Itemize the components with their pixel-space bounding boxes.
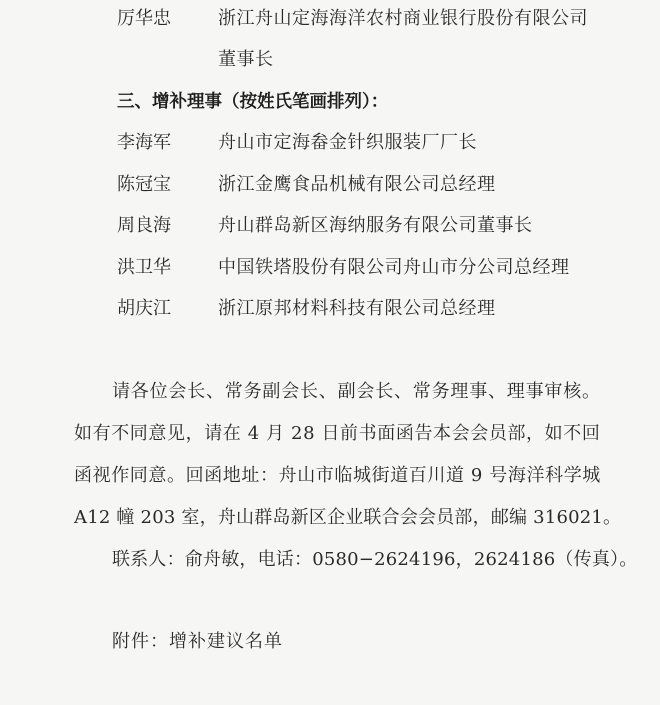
member-name: 李海军 — [117, 132, 171, 153]
member-org: 舟山市定海畚金针织服装厂厂长 — [218, 132, 477, 153]
member-name-li-huazhong: 厉华忠 — [117, 8, 171, 29]
notice-line-3: 函视作同意。回函地址：舟山市临城街道百川道 9 号海洋科学城 — [74, 465, 601, 486]
member-org-li-huazhong: 浙江舟山定海海洋农村商业银行股份有限公司 — [218, 8, 588, 29]
member-name: 洪卫华 — [117, 257, 171, 278]
member-org: 浙江金鹰食品机械有限公司总经理 — [218, 174, 496, 195]
member-org: 浙江原邦材料科技有限公司总经理 — [218, 298, 496, 319]
member-name: 胡庆江 — [117, 298, 171, 319]
notice-line-5-contact: 联系人：俞舟敏，电话：0580−2624196，2624186（传真）。 — [112, 549, 638, 570]
section-heading-additional-directors: 三、增补理事（按姓氏笔画排列）： — [117, 92, 389, 112]
member-org: 舟山群岛新区海纳服务有限公司董事长 — [218, 215, 533, 236]
attachment-note: 附件：增补建议名单 — [112, 631, 283, 652]
member-name: 周良海 — [117, 215, 171, 236]
notice-line-4: A12 幢 203 室，舟山群岛新区企业联合会会员部，邮编 316021。 — [74, 507, 622, 528]
member-org: 中国铁塔股份有限公司舟山市分公司总经理 — [218, 257, 570, 278]
notice-line-2: 如有不同意见，请在 4 月 28 日前书面函告本会会员部，如不回 — [74, 423, 601, 444]
member-name: 陈冠宝 — [117, 174, 171, 195]
notice-line-1: 请各位会长、常务副会长、副会长、常务理事、理事审核。 — [112, 381, 601, 402]
member-org-li-huazhong-cont: 董事长 — [218, 49, 274, 70]
